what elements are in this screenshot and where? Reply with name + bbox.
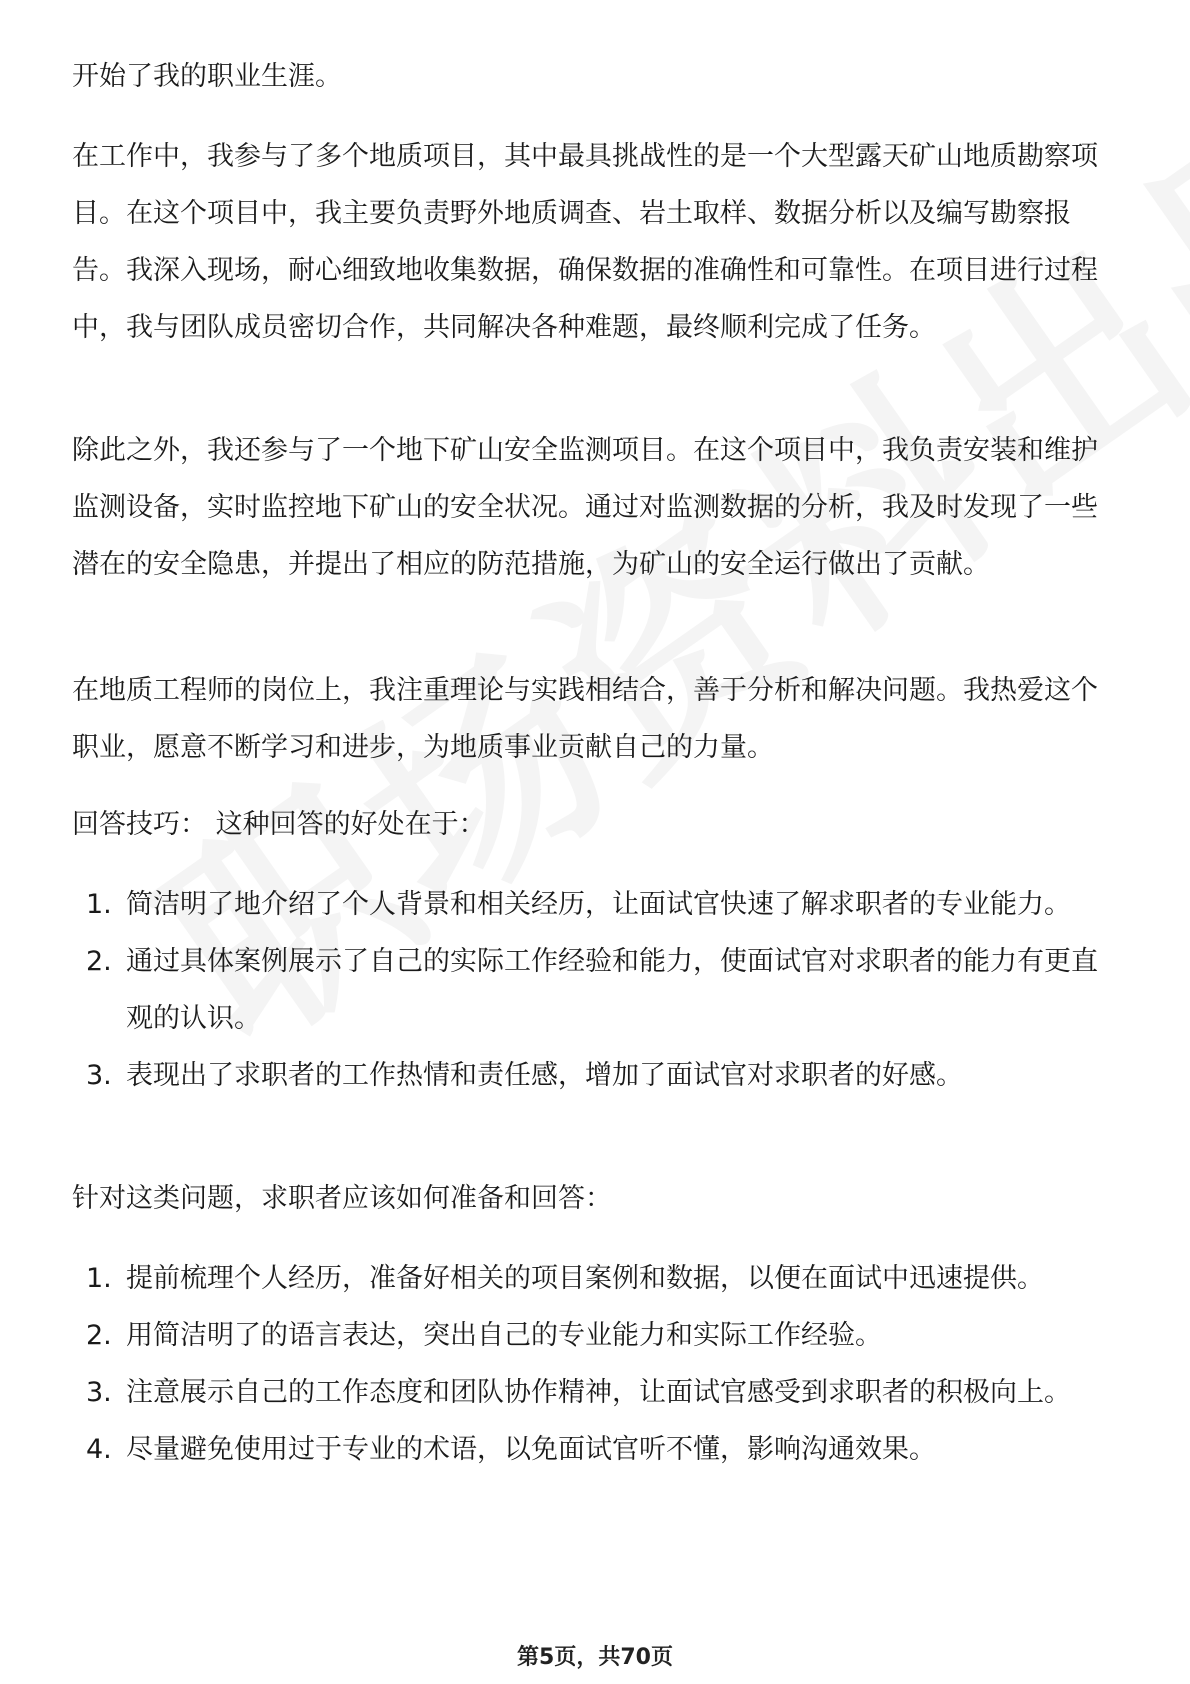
list-number: 4. [86, 1434, 112, 1465]
list-number: 3. [86, 1060, 112, 1091]
page-number-footer: 第5页，共70页 [517, 1645, 673, 1670]
tips-list [72, 876, 1122, 1104]
list-text: 注意展示自己的工作态度和团队协作精神，让面试官感受到求职者的积极向上。 [126, 1377, 1071, 1408]
list-number: 2. [86, 946, 112, 977]
list-item [72, 1250, 1122, 1307]
list-number: 1. [86, 1263, 112, 1294]
list-item [72, 933, 1122, 1047]
paragraph-project-open-pit: 在工作中，我参与了多个地质项目，其中最具挑战性的是一个大型露天矿山地质勘察项目。在这个项目中，我主要负责野外地质调查、岩土取样、数据分析以及编写勘察报告。我深入现场，耐心细致地收集数据，确保数据的准确性和可靠性。在项目进行过程中，我与团队成员密切合作，共同解决各种难题，最终顺利完成了任务。 [72, 141, 1098, 343]
list-text: 提前梳理个人经历，准备好相关的项目案例和数据，以便在面试中迅速提供。 [126, 1263, 1044, 1294]
list-number: 2. [86, 1320, 112, 1351]
list-text: 通过具体案例展示了自己的实际工作经验和能力，使面试官对求职者的能力有更直观的认识。 [126, 946, 1098, 1034]
prep-heading: 针对这类问题，求职者应该如何准备和回答： [72, 1183, 612, 1214]
list-item [72, 1364, 1122, 1421]
paragraph-project-underground: 除此之外，我还参与了一个地下矿山安全监测项目。在这个项目中，我负责安装和维护监测设备，实时监控地下矿山的安全状况。通过对监测数据的分析，我及时发现了一些潜在的安全隐患，并提出了相应的防范措施，为矿山的安全运行做出了贡献。 [72, 435, 1098, 580]
list-number: 3. [86, 1377, 112, 1408]
list-text: 表现出了求职者的工作热情和责任感，增加了面试官对求职者的好感。 [126, 1060, 963, 1091]
list-item [72, 876, 1122, 933]
list-item [72, 1421, 1122, 1478]
list-text: 尽量避免使用过于专业的术语，以免面试官听不懂，影响沟通效果。 [126, 1434, 936, 1465]
list-number: 1. [86, 889, 112, 920]
prep-list [72, 1250, 1122, 1478]
list-text: 用简洁明了的语言表达，突出自己的专业能力和实际工作经验。 [126, 1320, 882, 1351]
list-item [72, 1307, 1122, 1364]
paragraph-summary: 在地质工程师的岗位上，我注重理论与实践相结合，善于分析和解决问题。我热爱这个职业，愿意不断学习和进步，为地质事业贡献自己的力量。 [72, 675, 1098, 763]
list-text: 简洁明了地介绍了个人背景和相关经历，让面试官快速了解求职者的专业能力。 [126, 889, 1071, 920]
tips-heading: 回答技巧： 这种回答的好处在于： [72, 809, 486, 840]
list-item [72, 1047, 1122, 1104]
paragraph-intro-end: 开始了我的职业生涯。 [72, 61, 342, 92]
